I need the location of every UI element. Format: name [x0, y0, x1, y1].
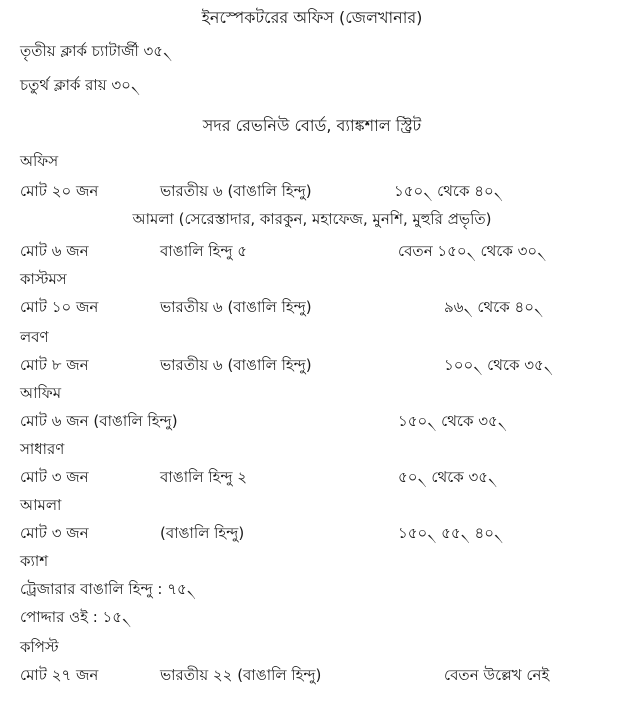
- section-label-general: সাধারণ: [20, 440, 65, 458]
- section-label-salt: লবণ: [20, 328, 49, 346]
- amla-heading: আমলা (সেরেস্তাদার, কারকুন, মহাফেজ, মুনশি, মুহুরি প্রভৃতি): [132, 210, 492, 228]
- amla2-composition: (বাঙালি হিন্দু): [160, 524, 245, 542]
- copyist-salary: বেতন উল্লেখ নেই: [444, 666, 550, 684]
- section-label-opium: আফিম: [20, 384, 62, 402]
- amla2-salary: ১৫০৲ ৫৫৲ ৪০৲: [398, 524, 504, 542]
- amla-salary: বেতন ১৫০৲ থেকে ৩০৲: [398, 242, 547, 260]
- customs-composition: ভারতীয় ৬ (বাঙালি হিন্দু): [160, 298, 312, 316]
- amla-total: মোট ৬ জন: [20, 242, 89, 260]
- section-label-cash: ক্যাশ: [20, 552, 49, 570]
- office-total: মোট ২০ জন: [20, 182, 99, 200]
- clerk-line-fourth: চতুর্থ ক্লার্ক রায় ৩০৲: [20, 76, 141, 94]
- office-salary: ১৫০৲ থেকে ৪০৲: [394, 182, 503, 200]
- office-composition: ভারতীয় ৬ (বাঙালি হিন্দু): [160, 182, 312, 200]
- opium-salary: ১৫০৲ থেকে ৩৫৲: [398, 412, 507, 430]
- salt-total: মোট ৮ জন: [20, 356, 89, 374]
- customs-salary: ৯৬৲ থেকে ৪০৲: [444, 298, 544, 316]
- cash-line-treasurer: ট্রেজারার বাঙালি হিন্দু : ৭৫৲: [20, 580, 196, 598]
- general-composition: বাঙালি হিন্দু ২: [160, 468, 248, 486]
- amla-composition: বাঙালি হিন্দু ৫: [160, 242, 247, 260]
- salt-composition: ভারতীয় ৬ (বাঙালি হিন্দু): [160, 356, 312, 374]
- copyist-composition: ভারতীয় ২২ (বাঙালি হিন্দু): [160, 666, 322, 684]
- section-label-amla: আমলা: [20, 496, 62, 514]
- general-salary: ৫০৲ থেকে ৩৫৲: [398, 468, 498, 486]
- board-heading: সদর রেভনিউ বোর্ড, ব্যাঙ্কশাল স্ট্রিট: [202, 116, 422, 135]
- cash-line-poddar: পোদ্দার ওই : ১৫৲: [20, 608, 132, 626]
- salt-salary: ১০০৲ থেকে ৩৫৲: [444, 356, 553, 374]
- section-label-copyist: কপিস্ট: [20, 638, 59, 656]
- section-label-customs: কাস্টমস: [20, 270, 67, 288]
- customs-total: মোট ১০ জন: [20, 298, 99, 316]
- document-title: ইনস্পেকটরের অফিস (জেলখানার): [201, 8, 423, 27]
- general-total: মোট ৩ জন: [20, 468, 89, 486]
- copyist-total: মোট ২৭ জন: [20, 666, 99, 684]
- section-label-office: অফিস: [20, 152, 59, 170]
- amla2-total: মোট ৩ জন: [20, 524, 89, 542]
- clerk-line-third: তৃতীয় ক্লার্ক চ্যাটার্জী ৩৫৲: [20, 42, 173, 60]
- opium-total: মোট ৬ জন (বাঙালি হিন্দু): [20, 412, 178, 430]
